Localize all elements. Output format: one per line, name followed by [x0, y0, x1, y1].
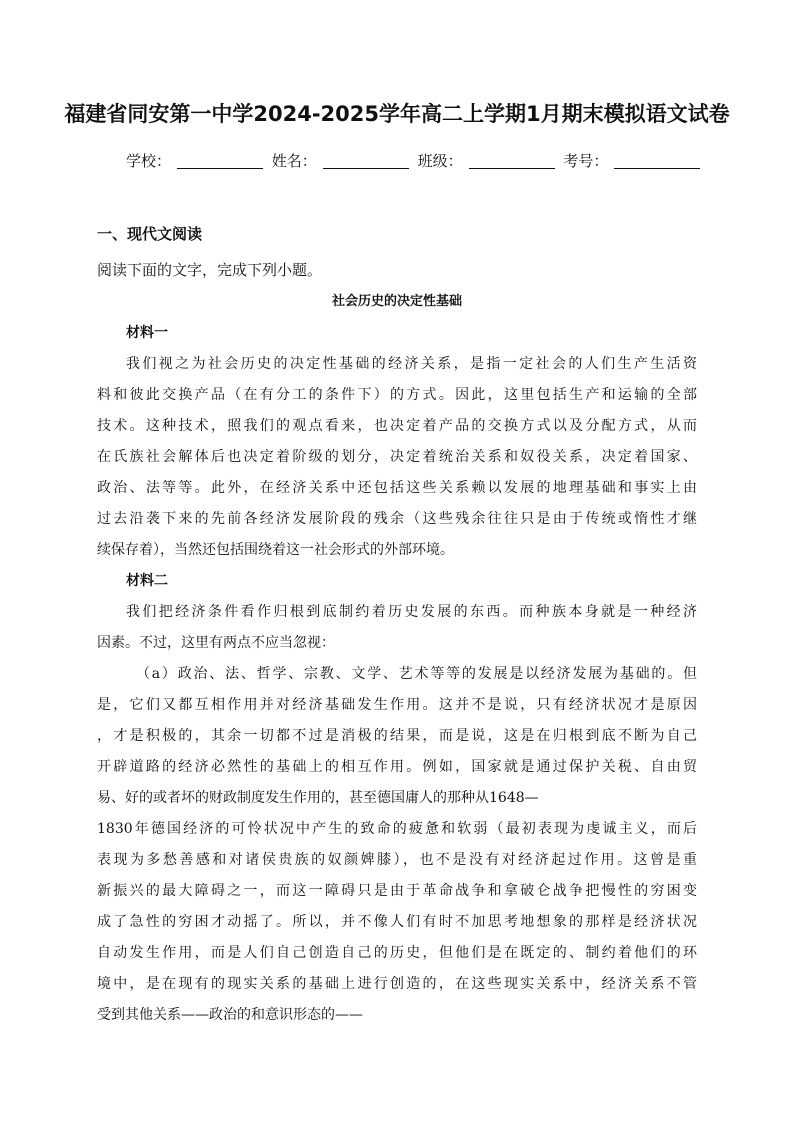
material-one-line: 在氏族社会解体后也决定着阶级的划分，决定着统治关系和奴役关系，决定着国家、 [97, 449, 697, 465]
material-two-label: 材料二 [126, 573, 168, 589]
paragraph-a-line: 境中，是在现有的现实关系的基础上进行创造的，在这些现实关系中，经济关系不管 [97, 976, 697, 992]
paragraph-a-line: 自动发生作用，而是人们自己创造自己的历史，但他们是在既定的、制约着他们的环 [97, 945, 697, 961]
paragraph-a-line: 开辟道路的经济必然性的基础上的相互作用。例如，国家就是通过保护关税、自由贸 [97, 759, 697, 775]
class-label: 班级： [417, 152, 463, 170]
material-one-line: 我们视之为社会历史的决定性基础的经济关系，是指一定社会的人们生产生活资 [126, 356, 697, 372]
material-one-line: 技术。这种技术，照我们的观点看来，也决定着产品的交换方式以及分配方式，从而 [97, 418, 697, 434]
paragraph-a-line: 易、好的或者坏的财政制度发生作用的，甚至德国庸人的那种从1648— [97, 790, 539, 806]
material-one-line: 过去沿袭下来的先前各经济发展阶段的残余（这些残余往往只是由于传统或惰性才继 [97, 511, 697, 527]
paragraph-a-line: 1830年德国经济的可怜状况中产生的致命的疲惫和软弱（最初表现为虔诚主义，而后 [97, 821, 697, 837]
material-one-line: 续保存着），当然还包括围绕着这一社会形式的外部环境。 [97, 542, 454, 558]
material-one-label: 材料一 [126, 325, 168, 341]
student-info-row [126, 150, 686, 171]
paragraph-a-line: 新振兴的最大障碍之一，而这一障碍只是由于革命战争和拿破仑战争把慢性的穷困变 [97, 883, 697, 899]
paragraph-a-line: （a）政治、法、哲学、宗教、文学、艺术等等的发展是以经济发展为基础的。但 [136, 666, 697, 682]
name-label: 姓名： [271, 152, 317, 170]
material-two-line: 因素。不过，这里有两点不应当忽视： [97, 635, 335, 651]
material-one-line: 料和彼此交换产品（在有分工的条件下）的方式。因此，这里包括生产和运输的全部 [97, 387, 697, 403]
paragraph-a-line: 是，它们又都互相作用并对经济基础发生作用。这并不是说，只有经济状况才是原因 [97, 697, 697, 713]
paragraph-a-line: 受到其他关系——政治的和意识形态的—— [97, 1007, 363, 1023]
passage-title: 社会历史的决定性基础 [331, 294, 462, 309]
material-two-line: 我们把经济条件看作归根到底制约着历史发展的东西。而种族本身就是一种经济 [126, 604, 697, 620]
instruction-text: 阅读下面的文字，完成下列小题。 [97, 261, 323, 279]
school-blank[interactable] [177, 154, 263, 169]
paragraph-a-line: 表现为多愁善感和对诸侯贵族的奴颜婢膝），也不是没有对经济起过作用。这曾是重 [97, 852, 697, 868]
section-heading: 一、现代文阅读 [97, 225, 203, 243]
number-label: 考号： [563, 152, 609, 170]
name-blank[interactable] [323, 154, 409, 169]
paragraph-a-line: ，才是积极的，其余一切都不过是消极的结果，而是说，这是在归根到底不断为自己 [97, 728, 697, 744]
exam-title: 福建省同安第一中学2024-2025学年高二上学期1月期末模拟语文试卷 [64, 102, 730, 126]
class-blank[interactable] [469, 154, 555, 169]
school-label: 学校： [126, 152, 172, 170]
material-one-line: 政治、法等等。此外，在经济关系中还包括这些关系赖以发展的地理基础和事实上由 [97, 480, 697, 496]
paragraph-a-line: 成了急性的穷困才动摇了。所以，并不像人们有时不加思考地想象的那样是经济状况 [97, 914, 697, 930]
number-blank[interactable] [614, 154, 700, 169]
